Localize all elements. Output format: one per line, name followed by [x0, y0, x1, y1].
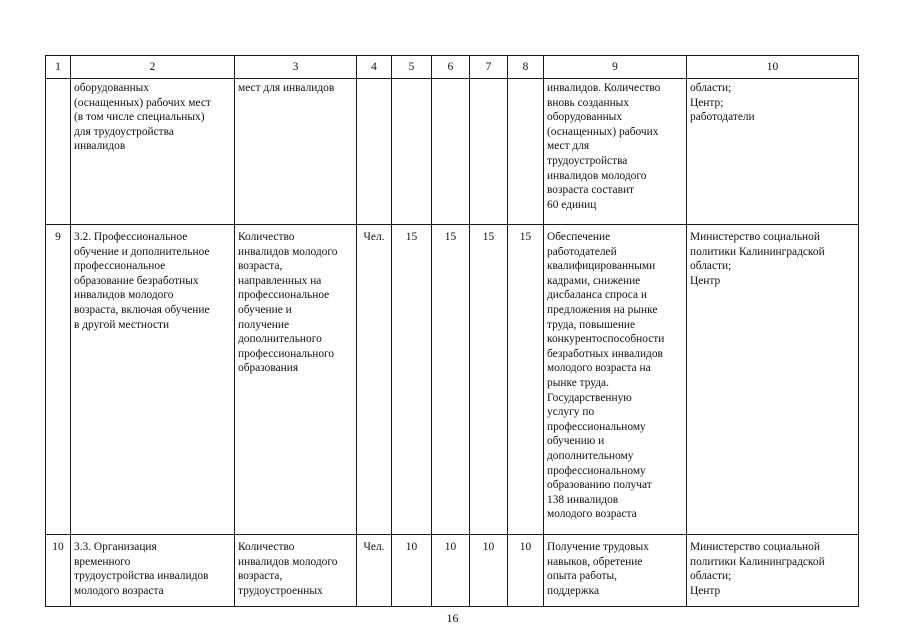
column-header: 4: [357, 56, 392, 79]
event-cell: оборудованных (оснащенных) рабочих мест (в том числе специальных) для трудоустройства инвалидов: [71, 79, 235, 225]
value-cell: 15: [470, 225, 508, 535]
event-cell: 3.2. Профессиональное обучение и дополнительное профессиональное образование безработных инвалидов молодого возраста, включая обучение в другой местности: [71, 225, 235, 535]
column-header: 1: [46, 56, 71, 79]
executors-cell: Министерство социальной политики Калининградской области; Центр: [687, 535, 859, 607]
value-cell: 10: [470, 535, 508, 607]
row-number: [46, 79, 71, 225]
column-number-row: [46, 56, 859, 79]
event-cell: 3.3. Организация временного трудоустройства инвалидов молодого возраста: [71, 535, 235, 607]
indicator-cell: Количество инвалидов молодого возраста, направленных на профессиональное обучение и получение дополнительного профессионального образования: [235, 225, 357, 535]
table-row: [46, 535, 859, 607]
executors-cell: Министерство социальной политики Калининградской области; Центр: [687, 225, 859, 535]
column-header: 2: [71, 56, 235, 79]
unit-cell: [357, 79, 392, 225]
row-number: 10: [46, 535, 71, 607]
value-cell: [432, 79, 470, 225]
indicator-cell: Количество инвалидов молодого возраста, трудоустроенных: [235, 535, 357, 607]
table-row: [46, 225, 859, 535]
value-cell: 15: [432, 225, 470, 535]
executors-cell: области; Центр; работодатели: [687, 79, 859, 225]
value-cell: 15: [392, 225, 432, 535]
result-cell: Получение трудовых навыков, обретение опыта работы, поддержка: [544, 535, 687, 607]
unit-cell: Чел.: [357, 225, 392, 535]
table-row: [46, 79, 859, 225]
result-cell: инвалидов. Количество вновь созданных оборудованных (оснащенных) рабочих мест для трудоустройства инвалидов молодого возраста составит 60 единиц: [544, 79, 687, 225]
column-header: 3: [235, 56, 357, 79]
row-number: 9: [46, 225, 71, 535]
value-cell: 10: [392, 535, 432, 607]
column-header: 6: [432, 56, 470, 79]
column-header: 8: [508, 56, 544, 79]
value-cell: 10: [432, 535, 470, 607]
indicator-cell: мест для инвалидов: [235, 79, 357, 225]
value-cell: 10: [508, 535, 544, 607]
result-cell: Обеспечение работодателей квалифицированными кадрами, снижение дисбаланса спроса и предложения на рынке труда, повышение конкурентоспособности безработных инвалидов молодого возраста на рынке труда. Государственную услугу по профессиональному обучению и дополнительному профессиональному образованию получат 138 инвалидов молодого возраста: [544, 225, 687, 535]
value-cell: [470, 79, 508, 225]
unit-cell: Чел.: [357, 535, 392, 607]
value-cell: 15: [508, 225, 544, 535]
column-header: 5: [392, 56, 432, 79]
column-header: 9: [544, 56, 687, 79]
page-number: 16: [446, 611, 459, 625]
value-cell: [392, 79, 432, 225]
column-header: 7: [470, 56, 508, 79]
value-cell: [508, 79, 544, 225]
program-table: [45, 55, 859, 607]
column-header: 10: [687, 56, 859, 79]
